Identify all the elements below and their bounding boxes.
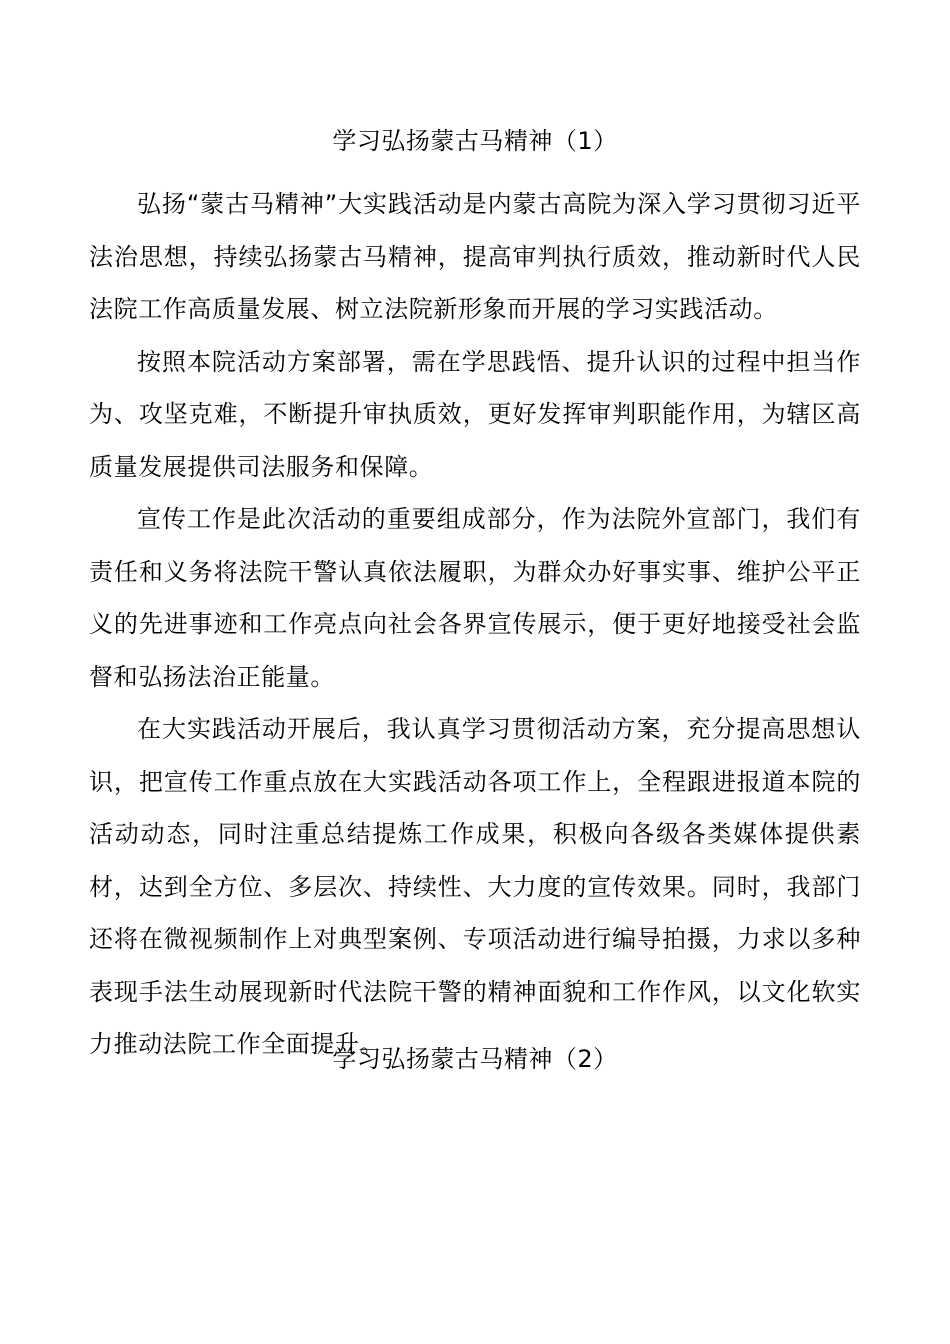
- document-body: [89, 178, 861, 1071]
- paragraph-1: 弘扬“蒙古马精神”大实践活动是内蒙古高院为深入学习贯彻习近平法治思想，持续弘扬蒙古马精神，提高审判执行质效，推动新时代人民法院工作高质量发展、树立法院新形象而开展的学习实践活动。: [89, 190, 861, 323]
- paragraph-4: 在大实践活动开展后，我认真学习贯彻活动方案，充分提高思想认识，把宣传工作重点放在大实践活动各项工作上，全程跟进报道本院的活动动态，同时注重总结提炼工作成果，积极向各级各类媒体提供素材，达到全方位、多层次、持续性、大力度的宣传效果。同时，我部门还将在微视频制作上对典型案例、专项活动进行编导拍摄，力求以多种表现手法生动展现新时代法院干警的精神面貌和工作作风，以文化软实力推动法院工作全面提升。: [89, 715, 861, 1058]
- section-title-2: 学习弘扬蒙古马精神（2）: [332, 1045, 618, 1073]
- paragraph-2: 按照本院活动方案部署，需在学思践悟、提升认识的过程中担当作为、攻坚克难，不断提升审执质效，更好发挥审判职能作用，为辖区高质量发展提供司法服务和保障。: [89, 347, 861, 481]
- section-title-1: 学习弘扬蒙古马精神（1）: [332, 127, 618, 155]
- paragraph-3: 宣传工作是此次活动的重要组成部分，作为法院外宣部门，我们有责任和义务将法院干警认真依法履职，为群众办好事实事、维护公平正义的先进事迹和工作亮点向社会各界宣传展示，便于更好地接受社会监督和弘扬法治正能量。: [89, 505, 861, 691]
